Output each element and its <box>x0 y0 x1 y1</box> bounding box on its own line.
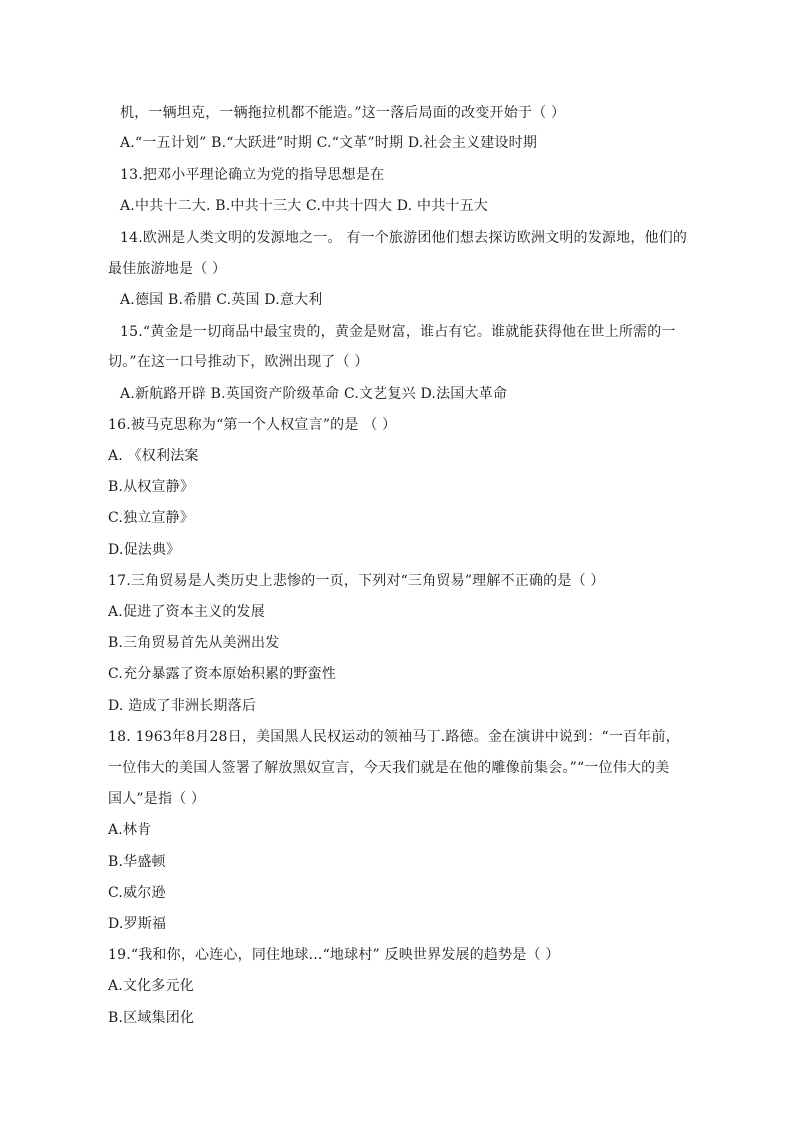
q18-option-c: C.威尔逊 <box>108 885 166 901</box>
q19-stem: 19.“我和你，心连心，同住地球...“地球村” 反映世界发展的趋势是（ ） <box>108 947 560 963</box>
q17-option-b: B.三角贸易首先从美洲出发 <box>108 635 280 651</box>
q17-stem: 17.三角贸易是人类历史上悲惨的一页，下列对“三角贸易”理解不正确的是（ ） <box>108 573 605 589</box>
q18-stem-line3: 国人”是指（ ） <box>108 791 206 807</box>
q17-option-c: C.充分暴露了资本原始积累的野蛮性 <box>108 666 337 682</box>
q15-stem-line2: 切。”在这一口号推动下，欧洲出现了（ ） <box>108 354 369 370</box>
q16-option-c: C.独立宣静》 <box>108 510 195 526</box>
q18-option-b: B.华盛顿 <box>108 854 166 870</box>
q16-stem: 16.被马克思称为“第一个人权宣言”的是 （ ） <box>108 417 397 433</box>
q18-option-a: A.林肯 <box>108 822 152 838</box>
q14-stem-line2: 最佳旅游地是（ ） <box>108 261 227 277</box>
q12-options: A.“一五计划” B.“大跃进”时期 C.“文革”时期 D.社会主义建设时期 <box>120 135 538 151</box>
q13-options: A.中共十二大. B.中共十三大 C.中共十四大 D. 中共十五大 <box>120 198 488 214</box>
q13-stem: 13.把邓小平理论确立为党的指导思想是在 <box>120 167 385 183</box>
q14-options: A.德国 B.希腊 C.英国 D.意大利 <box>120 292 323 308</box>
q16-option-a: A. 《权利法案 <box>108 448 199 464</box>
q12-stem-continuation: 机，一辆坦克，一辆拖拉机都不能造。”这一落后局面的改变开始于（ ） <box>120 105 566 121</box>
q15-stem-line1: 15.“黄金是一切商品中最宝贵的，黄金是财富，谁占有它。谁就能获得他在世上所需的一 <box>120 324 676 340</box>
q14-stem-line1: 14.欧洲是人类文明的发源地之一。 有一个旅游团他们想去探访欧洲文明的发源地，他们的 <box>120 230 688 246</box>
q16-option-b: B.从权宣静》 <box>108 479 195 495</box>
q18-stem-line2: 一位伟大的美国人签署了解放黑奴宣言，今天我们就是在他的雕像前集会。”“一位伟大的美 <box>108 760 670 776</box>
q19-option-a: A.文化多元化 <box>108 978 194 994</box>
q18-option-d: D.罗斯福 <box>108 916 167 932</box>
q16-option-d: D.促法典》 <box>108 542 181 558</box>
q15-options: A.新航路开辟 B.英国资产阶级革命 C.文艺复兴 D.法国大革命 <box>120 386 508 402</box>
q19-option-b: B.区域集团化 <box>108 1010 195 1026</box>
q17-option-a: A.促进了资本主义的发展 <box>108 604 265 620</box>
q17-option-d: D. 造成了非洲长期落后 <box>108 698 257 714</box>
q18-stem-line1: 18. 1963年8月28日，美国黑人民权运动的领袖马丁.路德。金在演讲中说到：“一百年前， <box>108 729 680 745</box>
